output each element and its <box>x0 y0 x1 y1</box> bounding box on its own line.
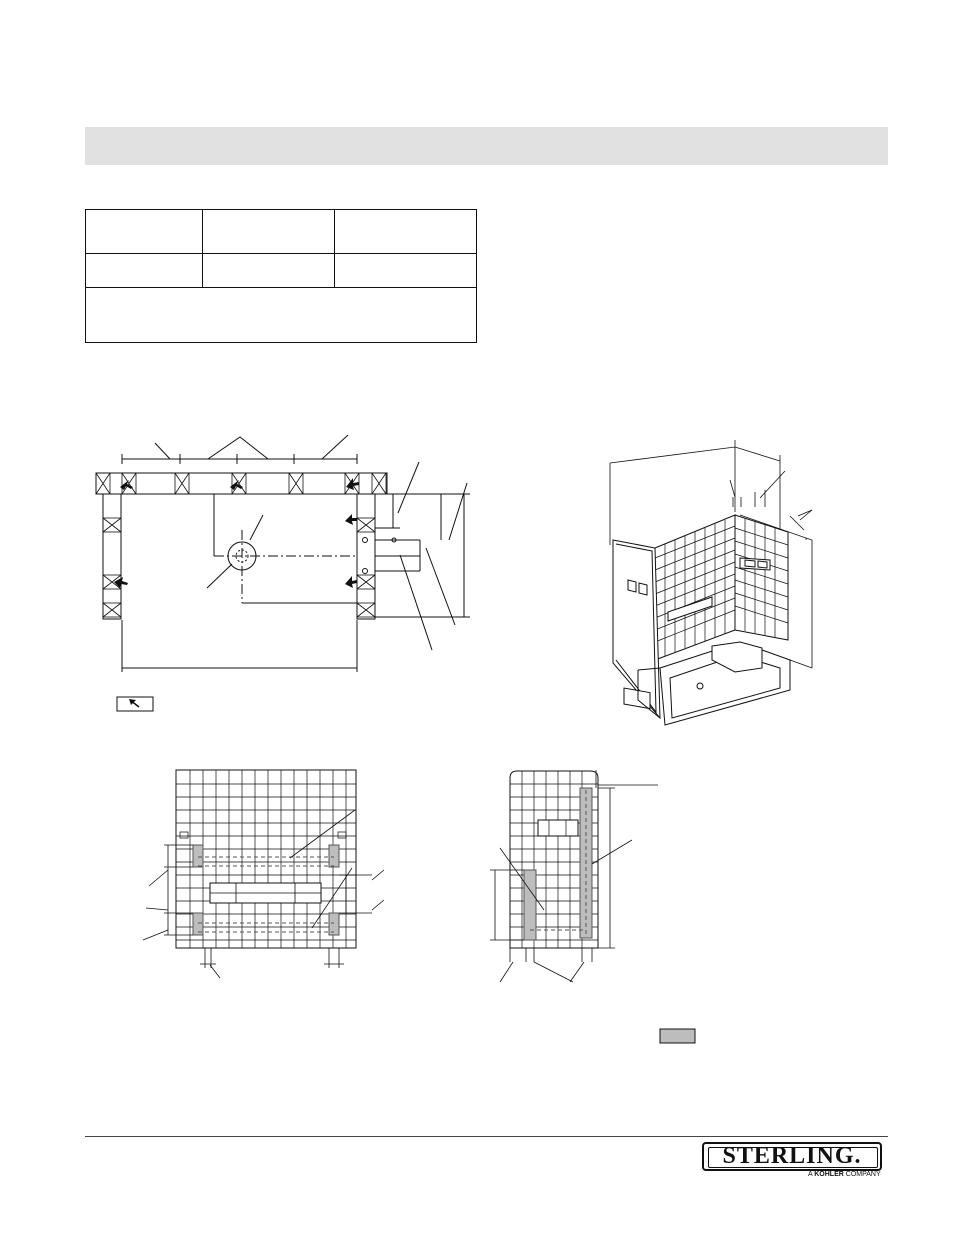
sterling-logo <box>702 1142 884 1182</box>
footer-divider <box>85 1136 888 1137</box>
shaded-area-legend <box>659 1028 697 1044</box>
logo-brand: STERLING. <box>722 1143 862 1169</box>
logo-tagline: A KOHLER COMPANY <box>808 1171 881 1178</box>
dimension-lines <box>490 770 658 982</box>
